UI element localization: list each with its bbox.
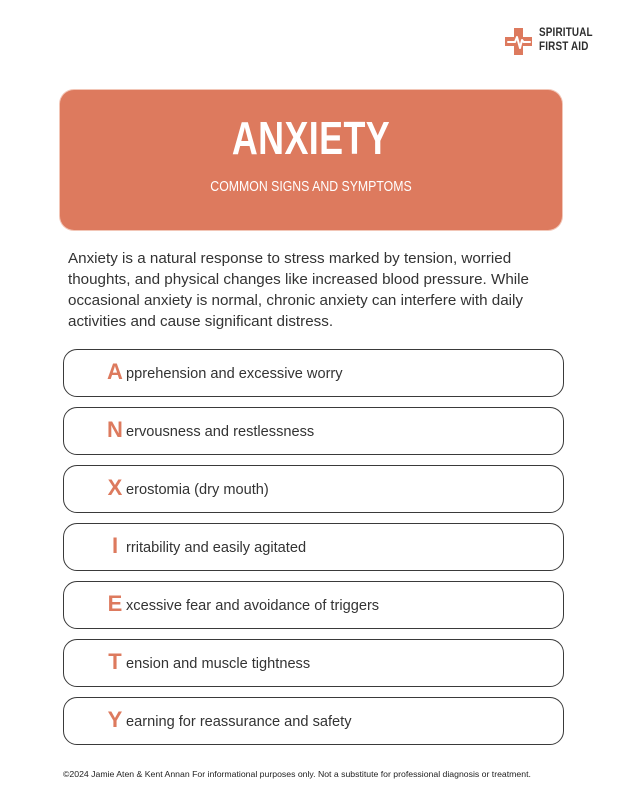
logo-wordmark: [539, 26, 593, 54]
symptom-text: xcessive fear and avoidance of triggers: [126, 598, 380, 614]
acrostic-letter: Y: [107, 707, 123, 732]
title-banner: [60, 90, 562, 230]
logo-line-2: FIRST AID: [539, 41, 589, 53]
symptom-text: earning for reassurance and safety: [126, 714, 352, 730]
acrostic-letter: A: [107, 359, 123, 384]
symptom-item-a: [63, 349, 564, 397]
symptom-item-t: [63, 639, 564, 687]
symptom-text: pprehension and excessive worry: [126, 366, 343, 382]
logo-line-1: SPIRITUAL: [539, 27, 593, 39]
symptom-text: rritability and easily agitated: [126, 540, 307, 556]
symptom-text: ension and muscle tightness: [126, 656, 311, 672]
copyright-footer: ©2024 Jamie Aten & Kent Annan For informational purposes only. Not a substitute for professional diagnosis or treatment.: [63, 769, 531, 779]
symptom-text: erostomia (dry mouth): [126, 482, 269, 498]
symptom-item-x: [63, 465, 564, 513]
symptom-item-e: [63, 581, 564, 629]
cross-logo-icon: [504, 27, 534, 57]
acrostic-letter: X: [107, 475, 123, 500]
spiritual-first-aid-logo: [504, 24, 604, 58]
symptom-text: ervousness and restlessness: [126, 424, 315, 440]
page-title: ANXIETY: [231, 112, 391, 164]
symptom-item-y: [63, 697, 564, 745]
symptom-item-n: [63, 407, 564, 455]
page-subtitle: COMMON SIGNS AND SYMPTOMS: [210, 178, 412, 195]
intro-paragraph: Anxiety is a natural response to stress marked by tension, worried thoughts, and physical changes like increased blood pressure. While occasional anxiety is normal, chronic anxiety can interfere with daily activities and cause significant distress.: [68, 250, 529, 330]
symptom-list: [63, 349, 564, 755]
symptom-item-i: [63, 523, 564, 571]
acrostic-letter: N: [107, 417, 123, 442]
acrostic-letter: I: [111, 533, 119, 558]
acrostic-letter: E: [107, 591, 123, 616]
acrostic-letter: T: [108, 649, 122, 674]
